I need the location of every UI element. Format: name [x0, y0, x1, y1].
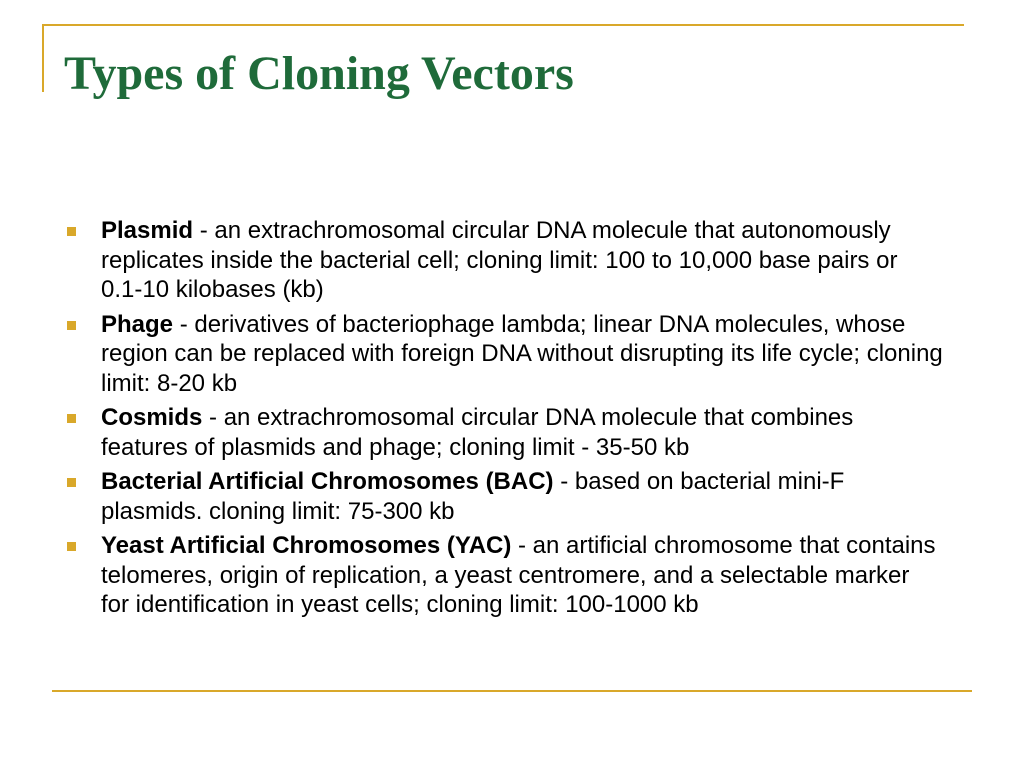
bullet-item-plasmid	[64, 216, 944, 305]
bottom-rule-divider	[52, 690, 972, 692]
bullet-term: Cosmids	[101, 404, 203, 431]
square-bullet-icon	[67, 414, 76, 423]
bullet-item-bac	[64, 467, 944, 526]
square-bullet-icon	[67, 542, 76, 551]
square-bullet-icon	[67, 321, 76, 330]
bullet-term: Plasmid	[101, 217, 194, 244]
bullet-list	[64, 216, 944, 625]
slide-title: Types of Cloning Vectors	[64, 47, 574, 100]
bullet-term: Yeast Artificial Chromosomes (YAC)	[101, 532, 512, 559]
bullet-term: Bacterial Artificial Chromosomes (BAC)	[101, 468, 554, 495]
bullet-text: - based on bacterial mini-F plasmids. cloning limit: 75-300 kb	[101, 468, 845, 525]
square-bullet-icon	[67, 478, 76, 487]
top-rule-divider	[42, 24, 964, 26]
bullet-item-cosmids	[64, 403, 944, 462]
bullet-term: Phage	[101, 310, 174, 338]
square-bullet-icon	[67, 227, 76, 236]
bullet-text: - an extrachromosomal circular DNA molecule that combines features of plasmids and phage; cloning limit - 35-50 kb	[101, 404, 854, 461]
bullet-item-phage	[64, 310, 944, 399]
left-rule-divider	[42, 24, 44, 92]
bullet-text: - an extrachromosomal circular DNA molecule that autonomously replicates inside the bacterial cell; cloning limit: 100 to 10,000 base pairs or 0.1-10 kilobases (kb)	[101, 217, 898, 303]
bullet-text: - an artificial chromosome that contains telomeres, origin of replication, a yeast centromere, and a selectable marker for identification in yeast cells; cloning limit: 100-1000 kb	[101, 532, 936, 618]
bullet-text: - derivatives of bacteriophage lambda; linear DNA molecules, whose region can be replaced with foreign DNA without disrupting its life cycle; cloning limit: 8-20 kb	[101, 310, 943, 397]
bullet-item-yac	[64, 531, 944, 620]
